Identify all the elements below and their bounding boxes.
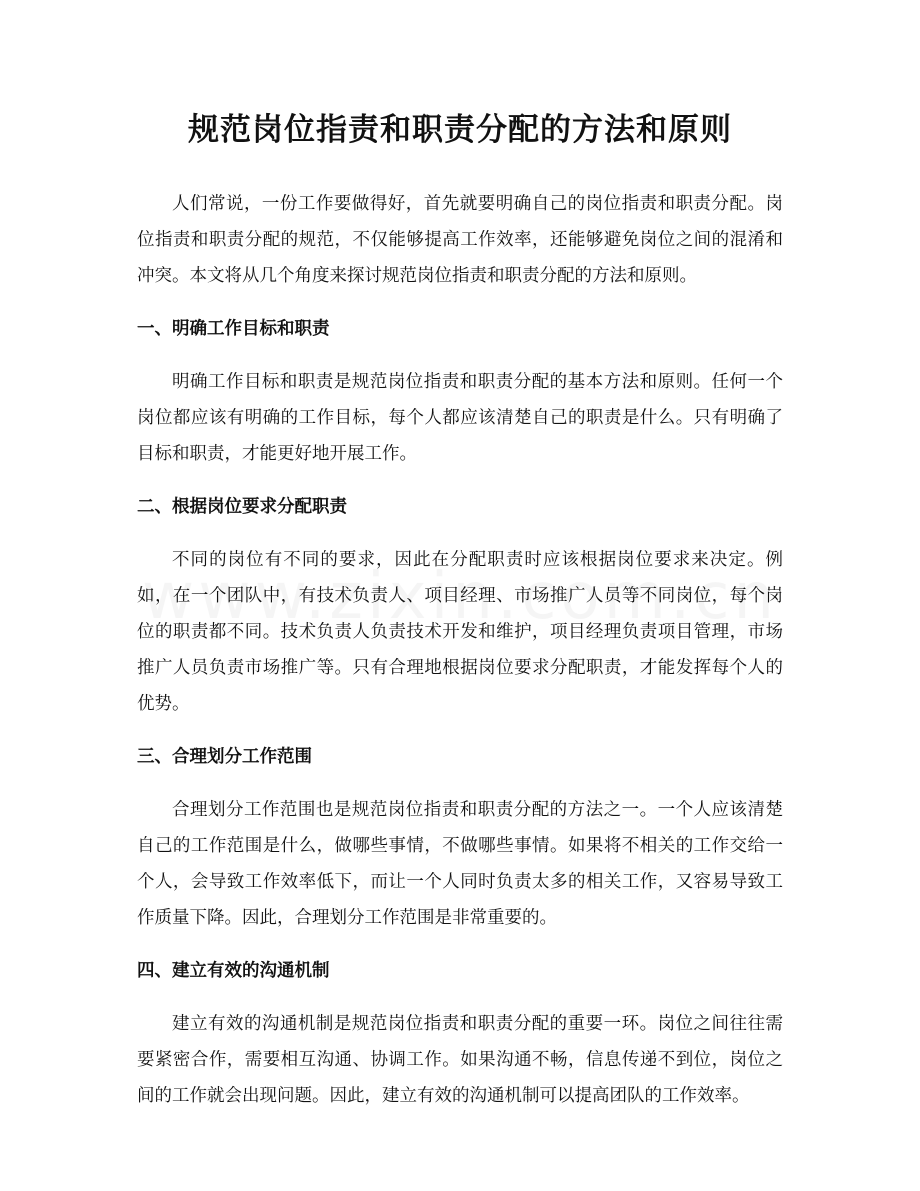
section-heading: 二、根据岗位要求分配职责 (137, 497, 347, 517)
section-heading: 一、明确工作目标和职责 (137, 319, 330, 339)
section-heading: 三、合理划分工作范围 (137, 747, 312, 767)
intro-paragraph: 人们常说，一份工作要做得好，首先就要明确自己的岗位指责和职责分配。岗位指责和职责分配的规范，不仅能够提高工作效率，还能够避免岗位之间的混淆和冲突。本文将从几个角度来探讨规范岗位指责和职责分配的方法和原则。 (137, 194, 783, 286)
section-4 (137, 953, 783, 1114)
section-body: 建立有效的沟通机制是规范岗位指责和职责分配的重要一环。岗位之间往往需要紧密合作，需要相互沟通、协调工作。如果沟通不畅，信息传递不到位，岗位之间的工作就会出现问题。因此，建立有效的沟通机制可以提高团队的工作效率。 (137, 1014, 783, 1106)
section-1 (137, 311, 783, 472)
section-3 (137, 739, 783, 936)
section-2 (137, 489, 783, 722)
section-heading: 四、建立有效的沟通机制 (137, 961, 330, 981)
section-body: 合理划分工作范围也是规范岗位指责和职责分配的方法之一。一个人应该清楚自己的工作范围是什么，做哪些事情，不做哪些事情。如果将不相关的工作交给一个人，会导致工作效率低下，而让一个人同时负责太多的相关工作，又容易导致工作质量下降。因此，合理划分工作范围是非常重要的。 (137, 800, 783, 928)
section-body: 不同的岗位有不同的要求，因此在分配职责时应该根据岗位要求来决定。例如，在一个团队中，有技术负责人、项目经理、市场推广人员等不同岗位，每个岗位的职责都不同。技术负责人负责技术开发和维护，项目经理负责项目管理，市场推广人员负责市场推广等。只有合理地根据岗位要求分配职责，才能发挥每个人的优势。 (137, 550, 783, 714)
document-title: 规范岗位指责和职责分配的方法和原则 (188, 112, 732, 148)
section-body: 明确工作目标和职责是规范岗位指责和职责分配的基本方法和原则。任何一个岗位都应该有明确的工作目标，每个人都应该清楚自己的职责是什么。只有明确了目标和职责，才能更好地开展工作。 (137, 372, 783, 464)
